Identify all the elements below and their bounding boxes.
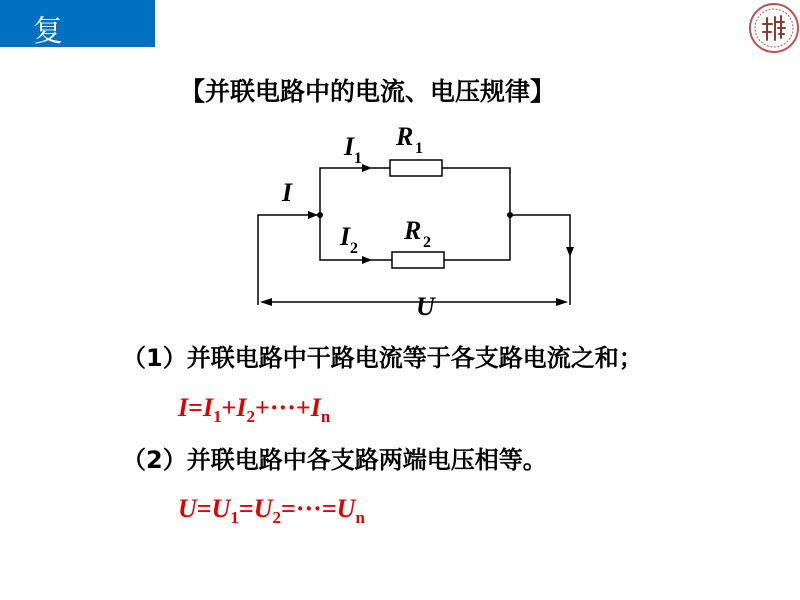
voltage-arrow-left bbox=[260, 298, 272, 306]
current-arrow-main bbox=[308, 211, 318, 219]
branch-upper-right bbox=[442, 168, 510, 215]
seal-logo-icon bbox=[748, 2, 800, 54]
label-i-main: I bbox=[282, 178, 293, 207]
rule-voltage: （2）并联电路中各支路两端电压相等。 bbox=[122, 446, 547, 474]
current-arrow-out bbox=[566, 247, 574, 257]
main-wire-left bbox=[258, 215, 320, 305]
label-i1-sub: 1 bbox=[354, 150, 362, 167]
current-arrow-i1 bbox=[362, 164, 372, 172]
branch-lower-right bbox=[444, 215, 510, 260]
resistor-r2 bbox=[392, 252, 444, 268]
label-i2: I bbox=[340, 222, 351, 251]
label-i2-sub: 2 bbox=[350, 240, 358, 257]
page-heading: 【并联电路中的电流、电压规律】 bbox=[180, 77, 556, 106]
rule-current: （1）并联电路中干路电流等于各支路电流之和； bbox=[122, 344, 643, 372]
label-u: U bbox=[416, 292, 435, 321]
section-tag-label: 复 习 bbox=[33, 14, 85, 93]
current-arrow-i2 bbox=[362, 256, 372, 264]
formula-voltage: $U=U_1=U_2=\cdot\cdot\cdot=U_n$ bbox=[178, 494, 365, 527]
label-r2-sub: 2 bbox=[423, 234, 431, 251]
junction-right bbox=[507, 212, 513, 218]
formula-current: $I=I_1+I_2+\cdot\cdot\cdot+I_n$ bbox=[178, 393, 331, 426]
voltage-arrow-right bbox=[556, 298, 568, 306]
label-r1: R bbox=[396, 122, 414, 151]
main-wire-right bbox=[510, 215, 570, 305]
label-r2: R bbox=[404, 216, 422, 245]
label-i1: I bbox=[344, 132, 355, 161]
section-tag bbox=[0, 0, 155, 93]
branch-upper-wire bbox=[320, 168, 390, 215]
parallel-circuit-diagram bbox=[240, 115, 590, 325]
label-r1-sub: 1 bbox=[415, 140, 423, 157]
resistor-r1 bbox=[390, 160, 442, 176]
